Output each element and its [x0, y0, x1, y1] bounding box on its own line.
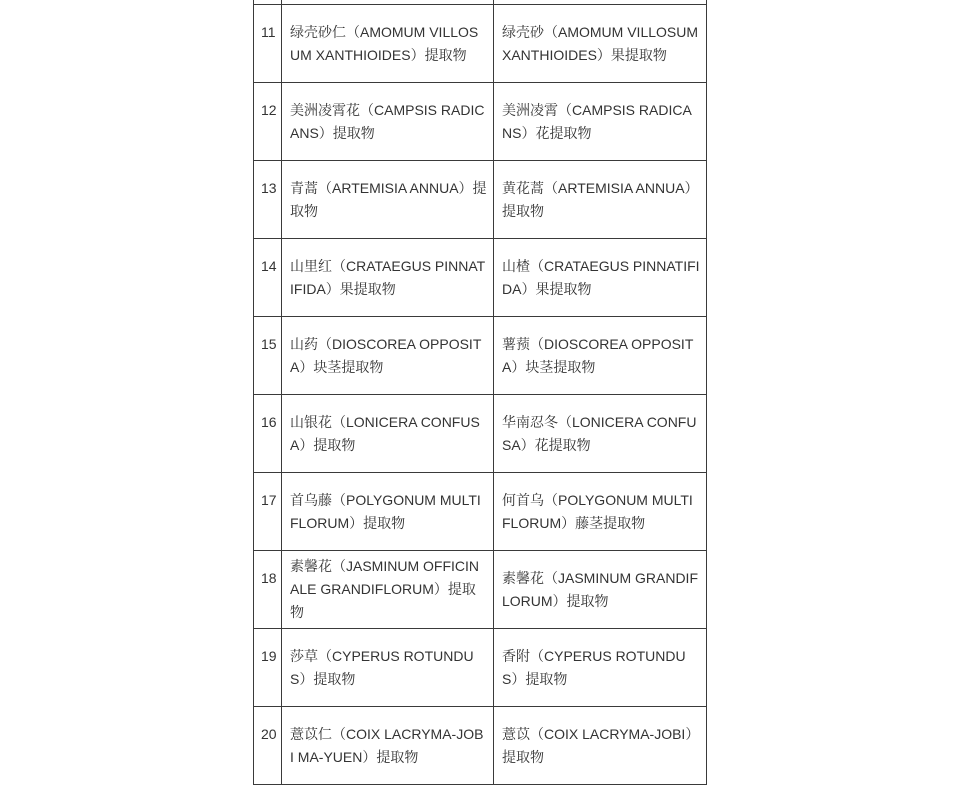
row-number-cell — [253, 0, 281, 4]
table-row — [253, 707, 707, 785]
table-row — [253, 629, 707, 707]
row-number: 16 — [261, 413, 277, 430]
row-number-cell — [253, 239, 281, 316]
table-row — [253, 161, 707, 239]
row-number: 20 — [261, 725, 277, 742]
row-number: 14 — [261, 257, 277, 274]
old-name-cell — [281, 317, 493, 394]
new-name-cell — [493, 5, 707, 82]
old-name-text: 绿壳砂仁（AMOMUM VILLOSUM XANTHIOIDES）提取物 — [290, 23, 479, 63]
table-row — [253, 83, 707, 161]
row-number: 12 — [261, 101, 277, 118]
row-number: 13 — [261, 179, 277, 196]
new-name-text: 何首乌（POLYGONUM MULTIFLORUM）藤茎提取物 — [502, 491, 693, 531]
old-name-text: 青蒿（ARTEMISIA ANNUA）提取物 — [290, 179, 487, 219]
row-number: 17 — [261, 491, 277, 508]
new-name-cell — [493, 83, 707, 160]
row-number: 15 — [261, 335, 277, 352]
table-row — [253, 239, 707, 317]
old-name-cell — [281, 395, 493, 472]
old-name-cell — [281, 83, 493, 160]
old-name-text: 山里红（CRATAEGUS PINNATIFIDA）果提取物 — [290, 257, 486, 297]
table-row — [253, 551, 707, 629]
new-name-text: 美洲凌霄（CAMPSIS RADICANS）花提取物 — [502, 101, 692, 141]
new-name-cell — [493, 473, 707, 550]
row-number-cell — [253, 395, 281, 472]
row-number-cell — [253, 83, 281, 160]
new-name-text: 山楂（CRATAEGUS PINNATIFIDA）果提取物 — [502, 257, 700, 297]
old-name-text: 山银花（LONICERA CONFUSA）提取物 — [290, 413, 480, 453]
row-number-cell — [253, 5, 281, 82]
row-number-cell — [253, 629, 281, 706]
new-name-cell — [493, 629, 707, 706]
old-name-cell — [281, 239, 493, 316]
table-row — [253, 5, 707, 83]
new-name-cell — [493, 239, 707, 316]
old-name-cell — [281, 629, 493, 706]
row-number: 11 — [261, 23, 276, 40]
new-name-text: 素馨花（JASMINUM GRANDIFLORUM）提取物 — [502, 569, 698, 609]
table-row — [253, 473, 707, 551]
row-number-cell — [253, 161, 281, 238]
old-name-cell — [281, 5, 493, 82]
new-name-text: 香附（CYPERUS ROTUNDUS）提取物 — [502, 647, 686, 687]
old-name-cell — [281, 161, 493, 238]
old-name-cell — [281, 0, 493, 4]
new-name-cell — [493, 161, 707, 238]
old-name-text: 美洲凌霄花（CAMPSIS RADICANS）提取物 — [290, 101, 485, 141]
new-name-cell — [493, 395, 707, 472]
new-name-text: 黄花蒿（ARTEMISIA ANNUA）提取物 — [502, 179, 699, 219]
old-name-text: 薏苡仁（COIX LACRYMA-JOBI MA-YUEN）提取物 — [290, 725, 484, 765]
new-name-text: 薯蓣（DIOSCOREA OPPOSITA）块茎提取物 — [502, 335, 694, 375]
row-number: 19 — [261, 647, 277, 664]
row-number-cell — [253, 551, 281, 628]
old-name-cell — [281, 551, 493, 628]
old-name-cell — [281, 707, 493, 784]
old-name-text: 莎草（CYPERUS ROTUNDUS）提取物 — [290, 647, 474, 687]
old-name-cell — [281, 473, 493, 550]
new-name-cell — [493, 317, 707, 394]
table-row — [253, 317, 707, 395]
row-number-cell — [253, 473, 281, 550]
row-number-cell — [253, 707, 281, 784]
old-name-text: 山药（DIOSCOREA OPPOSITA）块茎提取物 — [290, 335, 482, 375]
new-name-cell — [493, 707, 707, 784]
old-name-text: 素馨花（JASMINUM OFFICINALE GRANDIFLORUM）提取物 — [290, 558, 479, 620]
row-number: 18 — [261, 569, 277, 586]
new-name-text: 薏苡（COIX LACRYMA-JOBI）提取物 — [502, 725, 700, 765]
table-row — [253, 395, 707, 473]
new-name-cell — [493, 0, 707, 4]
new-name-text: 绿壳砂（AMOMUM VILLOSUM XANTHIOIDES）果提取物 — [502, 23, 699, 63]
new-name-cell — [493, 551, 707, 628]
row-number-cell — [253, 317, 281, 394]
ingredient-table — [253, 0, 707, 785]
new-name-text: 华南忍冬（LONICERA CONFUSA）花提取物 — [502, 413, 697, 453]
old-name-text: 首乌藤（POLYGONUM MULTIFLORUM）提取物 — [290, 491, 481, 531]
